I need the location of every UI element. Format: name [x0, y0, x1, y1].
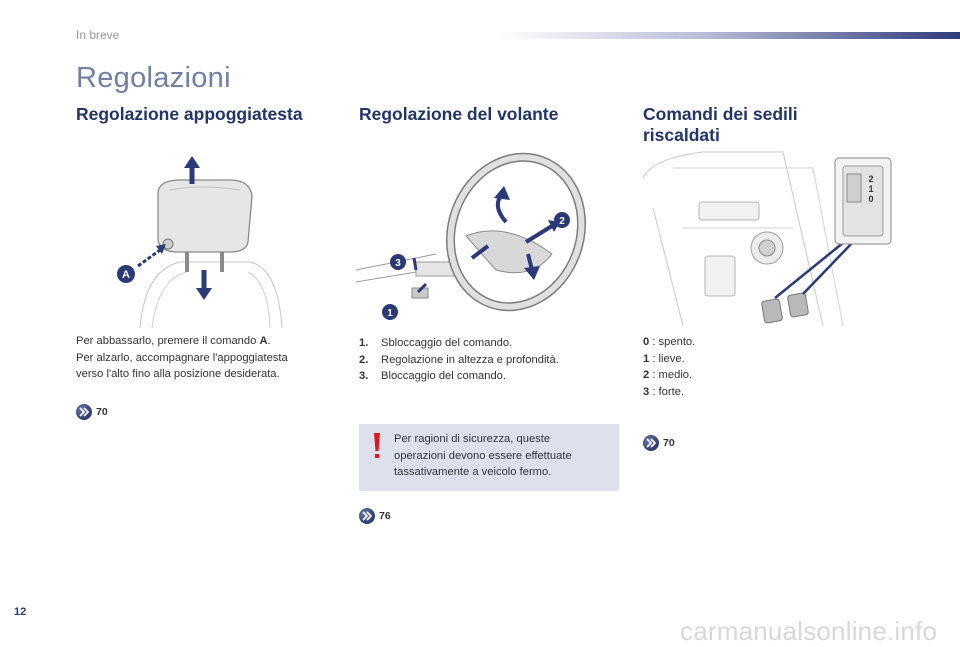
switch-label-2: 2 [868, 174, 874, 184]
page-title: Regolazioni [76, 62, 231, 94]
reference-arrow-icon[interactable] [643, 435, 659, 451]
steering-list [359, 335, 619, 385]
list-item: 3. Bloccaggio del comando. [359, 370, 507, 382]
safety-note [359, 424, 619, 491]
warning-exclamation-icon [372, 432, 382, 460]
list-item: 1 : lieve. [643, 352, 685, 365]
reference-arrow-icon[interactable] [76, 404, 92, 420]
steering-label-1: 1 [387, 308, 393, 319]
headrest-key: A [259, 335, 268, 347]
note-line: operazioni devono essere effettuate [394, 449, 572, 462]
section-label: In breve [76, 28, 120, 42]
seats-illustration [643, 148, 893, 326]
headrest-ref[interactable]: 70 [96, 406, 108, 418]
headrest-text: Per abbassarlo, premere il comando A. Per alzarlo, accompagnare l'appoggiatesta verso l'alto fino alla posizione desiderata. [76, 335, 288, 380]
list-item: 3 : forte. [643, 385, 685, 398]
watermark: carmanualsonline.info [680, 616, 938, 646]
steering-label-3: 3 [395, 258, 401, 269]
headrest-illustration [100, 150, 300, 330]
switch-label-0: 0 [868, 194, 874, 204]
steering-title: Regolazione del volante [359, 104, 559, 124]
list-item: 0 : spento. [643, 336, 696, 348]
reference-arrow-icon[interactable] [359, 508, 375, 524]
steering-ref[interactable]: 76 [379, 510, 391, 522]
headrest-label-a: A [122, 269, 130, 281]
seats-ref[interactable]: 70 [663, 437, 675, 449]
list-item: 2. Regolazione in altezza e profondità. [359, 353, 559, 366]
list-item: 1. Sbloccaggio del comando. [359, 337, 513, 349]
steering-illustration [356, 150, 616, 325]
seats-title: Comandi dei sedili riscaldati [643, 104, 798, 145]
page-number: 12 [14, 606, 27, 618]
steering-label-2: 2 [559, 216, 565, 227]
header-bar [495, 32, 960, 39]
list-item: 2 : medio. [643, 369, 693, 381]
note-line: Per ragioni di sicurezza, queste [394, 433, 551, 445]
seats-levels [643, 334, 843, 400]
switch-label-1: 1 [868, 184, 874, 194]
note-line: tassativamente a veicolo fermo. [394, 466, 552, 478]
headrest-title: Regolazione appoggiatesta [76, 104, 303, 124]
